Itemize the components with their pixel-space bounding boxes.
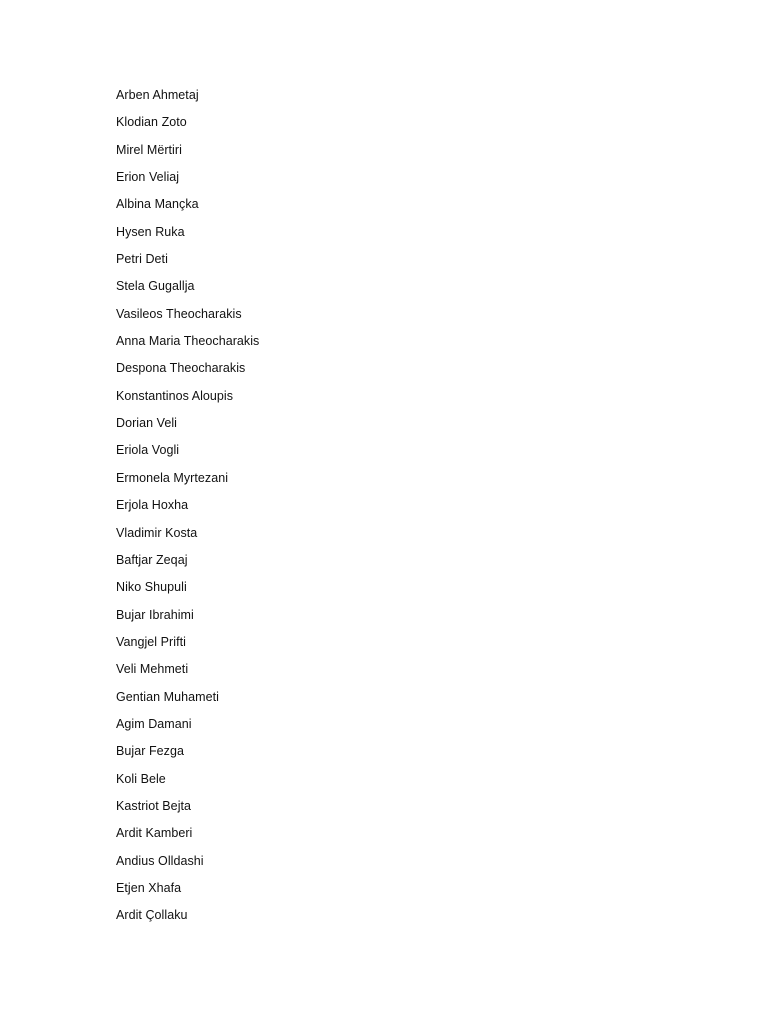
list-item: Agim Damani — [116, 716, 192, 731]
list-item: Eriola Vogli — [116, 443, 180, 458]
list-item: Dorian Veli — [116, 416, 177, 431]
list-item: Veli Mehmeti — [116, 662, 189, 677]
list-item: Anna Maria Theocharakis — [116, 334, 260, 349]
list-item: Vladimir Kosta — [116, 525, 198, 540]
list-item: Gentian Muhameti — [116, 689, 219, 704]
list-item: Vasileos Theocharakis — [116, 306, 242, 321]
list-item: Hysen Ruka — [116, 224, 185, 239]
list-item: Etjen Xhafa — [116, 880, 182, 895]
list-item: Erion Veliaj — [116, 170, 180, 185]
name-list — [116, 86, 259, 934]
list-item: Konstantinos Aloupis — [116, 388, 234, 403]
list-item: Stela Gugallja — [116, 279, 195, 294]
list-item: Bujar Fezga — [116, 744, 184, 759]
list-item: Arben Ahmetaj — [116, 88, 199, 102]
list-item: Mirel Mërtiri — [116, 142, 182, 157]
list-item: Vangjel Prifti — [116, 634, 186, 649]
list-item: Albina Mançka — [116, 197, 199, 212]
list-item: Bujar Ibrahimi — [116, 607, 194, 622]
list-item: Erjola Hoxha — [116, 498, 189, 513]
list-item: Ardit Kamberi — [116, 826, 193, 841]
list-item: Niko Shupuli — [116, 580, 187, 595]
list-item: Petri Deti — [116, 252, 168, 267]
list-item: Klodian Zoto — [116, 115, 187, 130]
list-item: Ardit Çollaku — [116, 908, 188, 923]
list-item: Despona Theocharakis — [116, 361, 246, 376]
list-item: Koli Bele — [116, 771, 166, 786]
list-item: Ermonela Myrtezani — [116, 470, 229, 485]
list-item: Baftjar Zeqaj — [116, 552, 188, 567]
list-item: Kastriot Bejta — [116, 798, 192, 813]
list-item: Andius Olldashi — [116, 853, 204, 868]
